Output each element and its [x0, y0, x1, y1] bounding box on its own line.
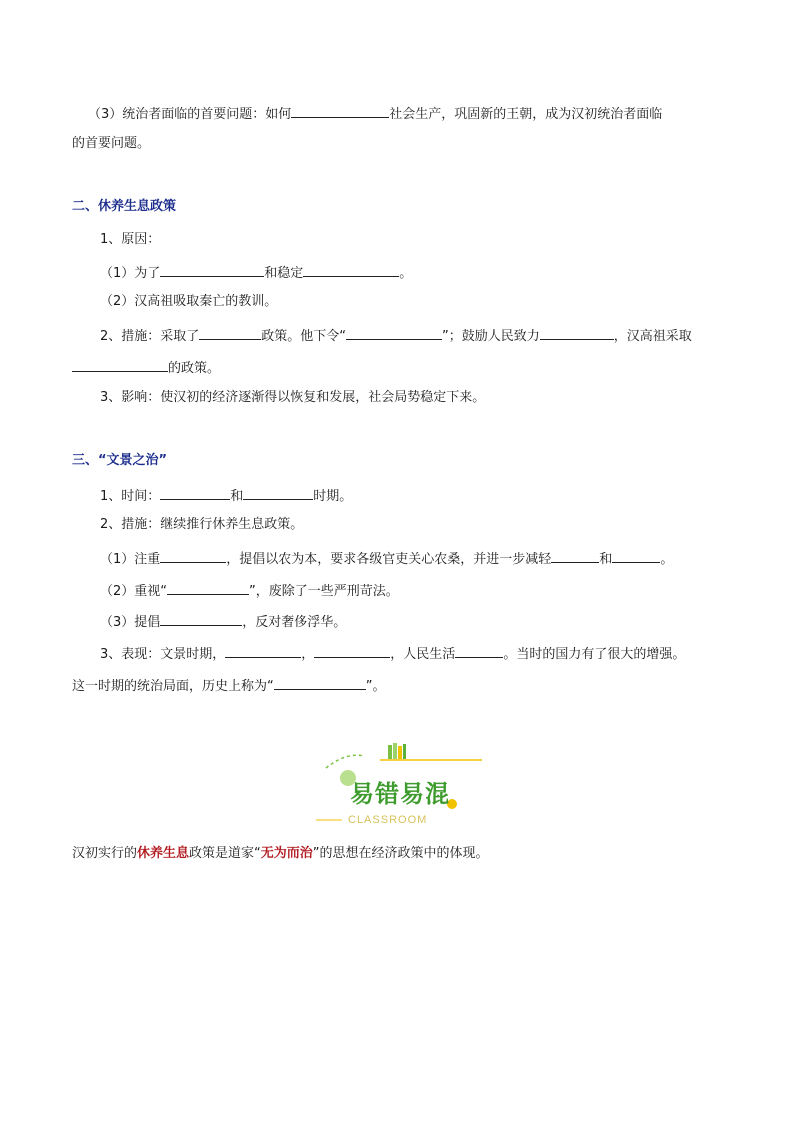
s3-m3: （3）提倡 ，反对奢侈浮华。	[100, 612, 346, 631]
s2-reason2: （2）汉高祖吸取秦亡的教训。	[100, 294, 278, 309]
fill-blank[interactable]	[612, 549, 660, 563]
fill-blank[interactable]	[540, 326, 614, 340]
s2-impact: 3、影响：使汉初的经济逐渐得以恢复和发展，社会局势稳定下来。	[100, 390, 486, 405]
fill-blank[interactable]	[346, 326, 442, 340]
s1-item3-line: （3）统治者面临的首要问题：如何 社会生产，巩固新的王朝，成为汉初统治者面临	[88, 104, 662, 123]
badge-subtitle: CLASSROOM	[348, 814, 428, 826]
error-prone-badge	[316, 738, 492, 830]
fill-blank[interactable]	[72, 358, 168, 372]
s2-reason-title: 1、原因：	[100, 232, 161, 247]
s2-reason1: （1）为了 和稳定 。	[100, 263, 412, 282]
s3-m2: （2）重视“ ”，废除了一些严刑苛法。	[100, 581, 399, 600]
highlight-term: 休养生息	[137, 846, 190, 861]
s3-perf-cont: 这一时期的统治局面，历史上称为“ ”。	[72, 676, 386, 695]
badge-title: 易错易混	[350, 780, 450, 808]
fill-blank[interactable]	[167, 581, 249, 595]
fill-blank[interactable]	[160, 612, 242, 626]
fill-blank[interactable]	[199, 326, 261, 340]
book-icon	[388, 745, 392, 759]
fill-blank[interactable]	[291, 104, 389, 118]
fill-blank[interactable]	[160, 549, 226, 563]
s2-measure-cont: 的政策。	[72, 358, 220, 377]
fill-blank[interactable]	[455, 644, 503, 658]
highlight-term: 无为而治	[260, 846, 313, 861]
fill-blank[interactable]	[160, 263, 264, 277]
s3-m1: （1）注重 ，提倡以农为本，要求各级官吏关心农桑，并进一步减轻 和 。	[100, 549, 673, 568]
fill-blank[interactable]	[314, 644, 390, 658]
s2-measure: 2、措施：采取了 政策。他下令“ ”；鼓励人民致力 ，汉高祖采取	[100, 326, 692, 345]
fill-blank[interactable]	[303, 263, 399, 277]
fill-blank[interactable]	[243, 486, 313, 500]
fill-blank[interactable]	[225, 644, 301, 658]
fill-blank[interactable]	[160, 486, 230, 500]
s1-item3-cont: 的首要问题。	[72, 136, 151, 151]
section2-heading: 二、休养生息政策	[72, 199, 177, 214]
s3-measure-title: 2、措施：继续推行休养生息政策。	[100, 517, 304, 532]
tip-line: 汉初实行的休养生息政策是道家“无为而治”的思想在经济政策中的体现。	[72, 846, 489, 861]
s3-perf: 3、表现：文景时期， ， ，人民生活 。当时的国力有了很大的增强。	[100, 644, 685, 663]
section3-heading: 三、“文景之治”	[72, 453, 168, 468]
s3-time: 1、时间： 和 时期。	[100, 486, 352, 505]
fill-blank[interactable]	[274, 676, 366, 690]
dashed-arc	[326, 755, 364, 768]
fill-blank[interactable]	[551, 549, 599, 563]
